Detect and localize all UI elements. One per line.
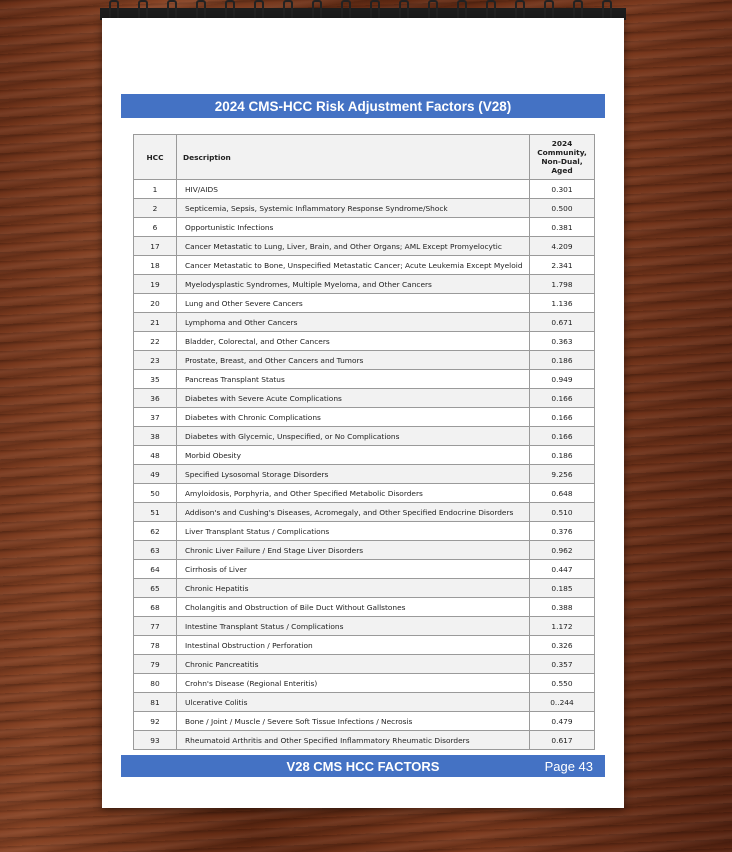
description-cell: Lung and Other Severe Cancers: [177, 294, 530, 313]
factor-cell: 0.363: [530, 332, 595, 351]
factor-cell: 0.447: [530, 560, 595, 579]
table-row: [134, 199, 595, 218]
factor-cell: 0.166: [530, 408, 595, 427]
description-cell: Addison's and Cushing's Diseases, Acromegaly, and Other Specified Endocrine Disorders: [177, 503, 530, 522]
table-row: [134, 256, 595, 275]
header-factor-line: Community,: [537, 148, 587, 157]
factor-cell: 0.479: [530, 712, 595, 731]
hcc-code-cell: 68: [134, 598, 177, 617]
factor-cell: 1.172: [530, 617, 595, 636]
description-cell: Morbid Obesity: [177, 446, 530, 465]
header-hcc: HCC: [134, 135, 177, 180]
table-row: [134, 655, 595, 674]
hcc-code-cell: 78: [134, 636, 177, 655]
description-cell: Cancer Metastatic to Bone, Unspecified Metastatic Cancer; Acute Leukemia Except Myeloid: [177, 256, 530, 275]
hcc-code-cell: 19: [134, 275, 177, 294]
table-row: [134, 446, 595, 465]
hcc-code-cell: 93: [134, 731, 177, 750]
factor-cell: 0.388: [530, 598, 595, 617]
table-row: [134, 427, 595, 446]
table-row: [134, 541, 595, 560]
description-cell: Cirrhosis of Liver: [177, 560, 530, 579]
factor-cell: 0.617: [530, 731, 595, 750]
description-cell: Liver Transplant Status / Complications: [177, 522, 530, 541]
table-row: [134, 579, 595, 598]
table-row: [134, 693, 595, 712]
hcc-code-cell: 92: [134, 712, 177, 731]
table-row: [134, 370, 595, 389]
table-row: [134, 522, 595, 541]
description-cell: Diabetes with Chronic Complications: [177, 408, 530, 427]
hcc-code-cell: 38: [134, 427, 177, 446]
factor-cell: 0.186: [530, 446, 595, 465]
table-row: [134, 237, 595, 256]
hcc-code-cell: 79: [134, 655, 177, 674]
factor-cell: 0.510: [530, 503, 595, 522]
description-cell: Chronic Liver Failure / End Stage Liver Disorders: [177, 541, 530, 560]
description-cell: HIV/AIDS: [177, 180, 530, 199]
description-cell: Myelodysplastic Syndromes, Multiple Myeloma, and Other Cancers: [177, 275, 530, 294]
description-cell: Prostate, Breast, and Other Cancers and Tumors: [177, 351, 530, 370]
hcc-code-cell: 62: [134, 522, 177, 541]
table-row: [134, 560, 595, 579]
table-row: [134, 731, 595, 750]
description-cell: Chronic Hepatitis: [177, 579, 530, 598]
header-factor: [530, 135, 595, 180]
description-cell: Specified Lysosomal Storage Disorders: [177, 465, 530, 484]
factor-cell: 0..244: [530, 693, 595, 712]
factor-cell: 0.500: [530, 199, 595, 218]
hcc-code-cell: 37: [134, 408, 177, 427]
factor-cell: 0.185: [530, 579, 595, 598]
description-cell: Ulcerative Colitis: [177, 693, 530, 712]
table-row: [134, 617, 595, 636]
description-cell: Intestinal Obstruction / Perforation: [177, 636, 530, 655]
description-cell: Pancreas Transplant Status: [177, 370, 530, 389]
table-row: [134, 465, 595, 484]
factor-cell: 0.962: [530, 541, 595, 560]
factor-cell: 0.648: [530, 484, 595, 503]
factor-cell: 0.166: [530, 389, 595, 408]
table-row: [134, 674, 595, 693]
page-footer: [121, 755, 605, 777]
header-factor-line: 2024: [551, 139, 573, 148]
factor-cell: 0.376: [530, 522, 595, 541]
factor-cell: 9.256: [530, 465, 595, 484]
description-cell: Opportunistic Infections: [177, 218, 530, 237]
document-title: 2024 CMS-HCC Risk Adjustment Factors (V28): [121, 94, 605, 118]
description-cell: Crohn's Disease (Regional Enteritis): [177, 674, 530, 693]
hcc-code-cell: 1: [134, 180, 177, 199]
table-row: [134, 180, 595, 199]
factor-cell: 0.357: [530, 655, 595, 674]
table-row: [134, 484, 595, 503]
header-factor-line: Non-Dual,: [541, 157, 583, 166]
hcc-code-cell: 2: [134, 199, 177, 218]
table-row: [134, 294, 595, 313]
factor-cell: 0.186: [530, 351, 595, 370]
description-cell: Bladder, Colorectal, and Other Cancers: [177, 332, 530, 351]
table-row: [134, 389, 595, 408]
header-factor-line: Aged: [551, 166, 573, 175]
factor-cell: 1.798: [530, 275, 595, 294]
page-number: Page 43: [544, 759, 593, 774]
table-row: [134, 712, 595, 731]
table-row: [134, 503, 595, 522]
description-cell: Intestine Transplant Status / Complications: [177, 617, 530, 636]
description-cell: Amyloidosis, Porphyria, and Other Specified Metabolic Disorders: [177, 484, 530, 503]
hcc-code-cell: 51: [134, 503, 177, 522]
hcc-code-cell: 21: [134, 313, 177, 332]
hcc-code-cell: 81: [134, 693, 177, 712]
factor-cell: 0.326: [530, 636, 595, 655]
description-cell: Chronic Pancreatitis: [177, 655, 530, 674]
factor-cell: 0.671: [530, 313, 595, 332]
hcc-code-cell: 35: [134, 370, 177, 389]
footer-title: V28 CMS HCC FACTORS: [286, 759, 440, 774]
table-header-row: [134, 135, 595, 180]
hcc-code-cell: 80: [134, 674, 177, 693]
table-row: [134, 598, 595, 617]
description-cell: Septicemia, Sepsis, Systemic Inflammatory Response Syndrome/Shock: [177, 199, 530, 218]
hcc-code-cell: 63: [134, 541, 177, 560]
factor-cell: 0.949: [530, 370, 595, 389]
hcc-code-cell: 77: [134, 617, 177, 636]
hcc-code-cell: 48: [134, 446, 177, 465]
description-cell: Cancer Metastatic to Lung, Liver, Brain, and Other Organs; AML Except Promyelocytic: [177, 237, 530, 256]
factor-cell: 4.209: [530, 237, 595, 256]
hcc-code-cell: 50: [134, 484, 177, 503]
hcc-code-cell: 65: [134, 579, 177, 598]
table-row: [134, 351, 595, 370]
description-cell: Cholangitis and Obstruction of Bile Duct Without Gallstones: [177, 598, 530, 617]
hcc-code-cell: 20: [134, 294, 177, 313]
factor-cell: 0.166: [530, 427, 595, 446]
factor-cell: 2.341: [530, 256, 595, 275]
factor-cell: 1.136: [530, 294, 595, 313]
hcc-code-cell: 49: [134, 465, 177, 484]
description-cell: Rheumatoid Arthritis and Other Specified Inflammatory Rheumatic Disorders: [177, 731, 530, 750]
table-row: [134, 313, 595, 332]
table-row: [134, 408, 595, 427]
description-cell: Bone / Joint / Muscle / Severe Soft Tissue Infections / Necrosis: [177, 712, 530, 731]
table-row: [134, 636, 595, 655]
factor-cell: 0.301: [530, 180, 595, 199]
header-description: Description: [177, 135, 530, 180]
description-cell: Diabetes with Glycemic, Unspecified, or No Complications: [177, 427, 530, 446]
hcc-code-cell: 22: [134, 332, 177, 351]
factor-cell: 0.381: [530, 218, 595, 237]
table-row: [134, 332, 595, 351]
factor-cell: 0.550: [530, 674, 595, 693]
hcc-code-cell: 6: [134, 218, 177, 237]
table-row: [134, 218, 595, 237]
hcc-factor-table: [133, 134, 595, 750]
description-cell: Lymphoma and Other Cancers: [177, 313, 530, 332]
hcc-code-cell: 23: [134, 351, 177, 370]
hcc-code-cell: 64: [134, 560, 177, 579]
hcc-code-cell: 36: [134, 389, 177, 408]
hcc-code-cell: 18: [134, 256, 177, 275]
table-row: [134, 275, 595, 294]
description-cell: Diabetes with Severe Acute Complications: [177, 389, 530, 408]
hcc-code-cell: 17: [134, 237, 177, 256]
